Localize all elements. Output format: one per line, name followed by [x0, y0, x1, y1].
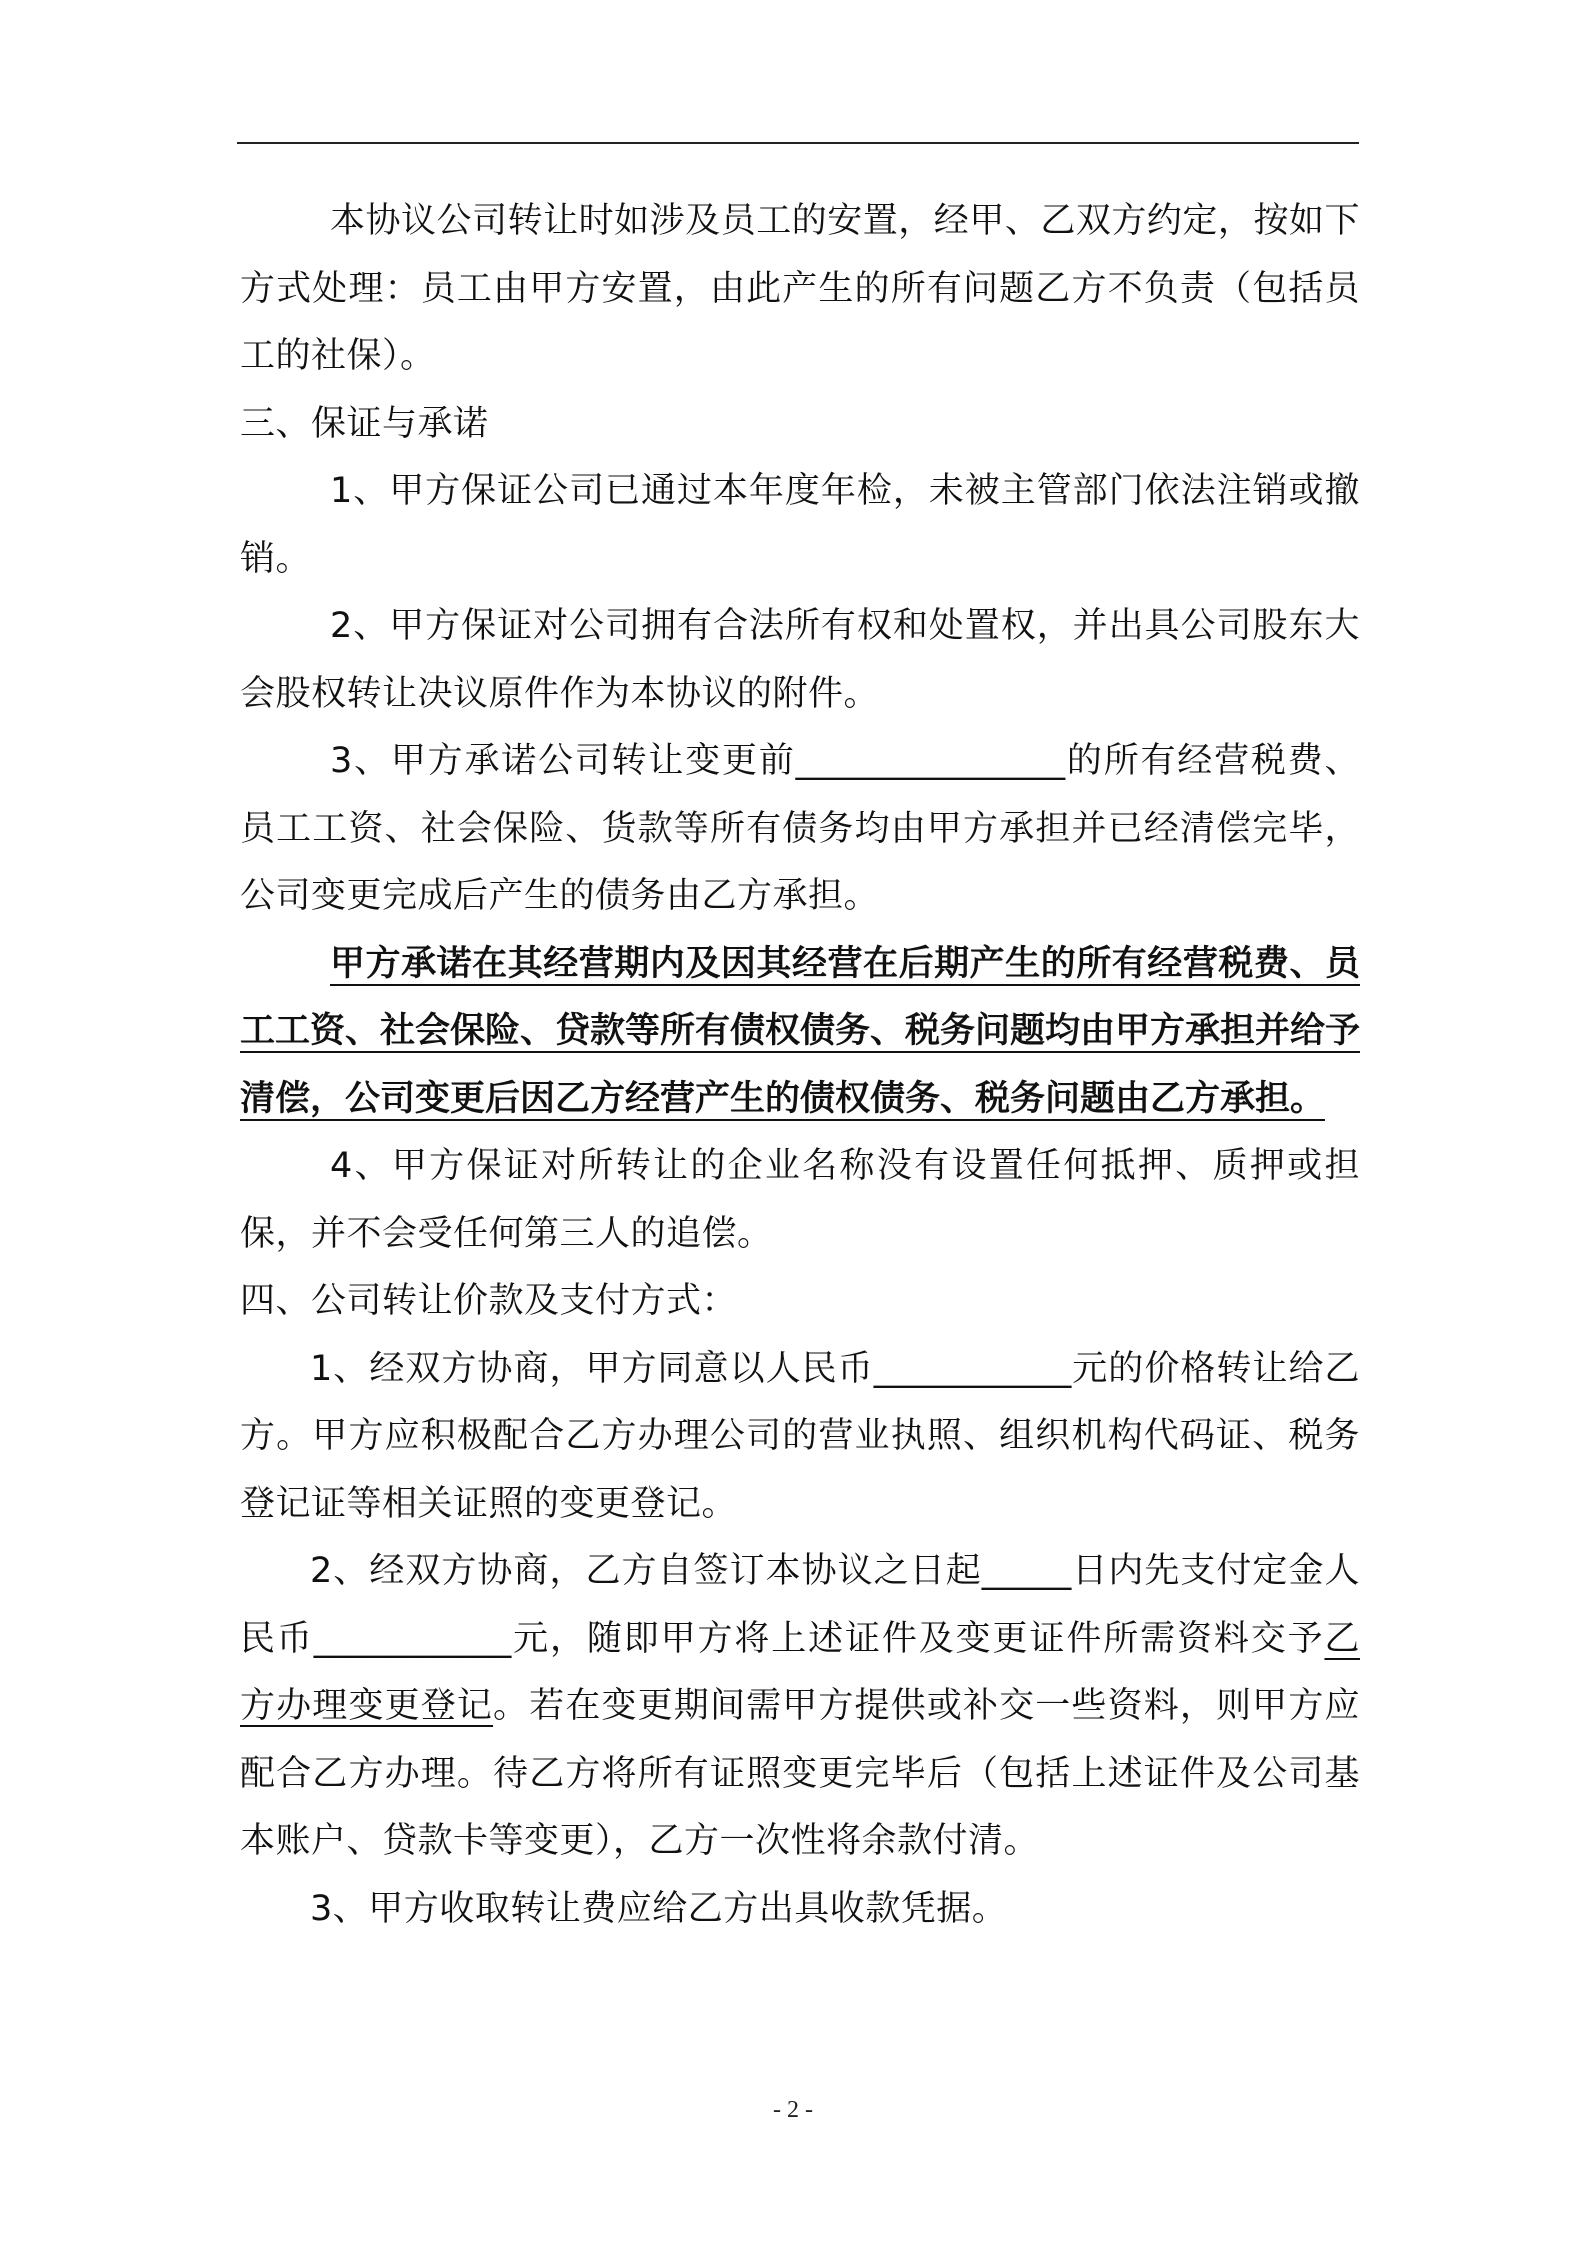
- clause-3-bold-text: 甲方承诺在其经营期内及因其经营在后期产生的所有经营税费、员工工资、社会保险、贷款等所有债权债务、税务问题均由甲方承担并给予清偿，公司变更后因乙方经营产生的债权债务、税务问题由乙方承担。: [240, 943, 1361, 1119]
- days-blank: _____: [981, 1551, 1072, 1591]
- clause-3-3: [240, 728, 1360, 931]
- clause-4-1: [240, 1336, 1360, 1539]
- clause-4-2-underlined-text: 乙方办理变更登记: [240, 1618, 1360, 1726]
- deposit-blank: ___________: [313, 1618, 512, 1659]
- price-blank: ___________: [873, 1348, 1072, 1389]
- clause-3-1: 1、甲方保证公司已通过本年度年检，未被主管部门依法注销或撤销。: [240, 471, 1360, 579]
- clause-4-2-text-a: 2、经双方协商，乙方自签订本协议之日起: [310, 1551, 982, 1591]
- clause-4-2-text-b: 日内先支付定金人民币: [240, 1551, 1360, 1659]
- page-number: - 2 -: [773, 2097, 813, 2123]
- clause-3-2: 2、甲方保证对公司拥有合法所有权和处置权，并出具公司股东大会股权转让决议原件作为本协议的附件。: [240, 606, 1360, 714]
- clause-4-1-text-b: 元的价格转让给乙方。甲方应积极配合乙方办理公司的营业执照、组织机构代码证、税务登记证等相关证照的变更登记。: [240, 1348, 1360, 1524]
- clause-3-bold-commitment: [240, 931, 1360, 1134]
- clause-4-3: 3、甲方收取转让费应给乙方出具收款凭据。: [310, 1888, 1008, 1929]
- clause-4-2-text-d: 。若在变更期间需甲方提供或补交一些资料，则甲方应配合乙方办理。待乙方将所有证照变更完毕后（包括上述证件及公司基本账户、贷款卡等变更），乙方一次性将余款付清。: [240, 1686, 1360, 1861]
- clause-4-2-text-c: 元，随即甲方将上述证件及变更证件所需资料交予: [511, 1618, 1325, 1659]
- date-blank: _______________: [795, 741, 1066, 781]
- section-heading-guarantees: 三、保证与承诺: [240, 403, 489, 444]
- section-heading-price-payment: 四、公司转让价款及支付方式：: [240, 1281, 738, 1321]
- header-rule: [237, 142, 1359, 144]
- paragraph-staff-placement: 本协议公司转让时如涉及员工的安置，经甲、乙双方约定，按如下方式处理：员工由甲方安置，由此产生的所有问题乙方不负责（包括员工的社保）。: [240, 201, 1360, 376]
- clause-3-4: 4、甲方保证对所转让的企业名称没有设置任何抵押、质押或担保，并不会受任何第三人的追偿。: [240, 1146, 1360, 1254]
- clause-3-3-text-a: 3、甲方承诺公司转让变更前: [330, 741, 796, 781]
- clause-3-3-text-b: 的所有经营税费、员工工资、社会保险、货款等所有债务均由甲方承担并已经清偿完毕，公司变更完成后产生的债务由乙方承担。: [240, 741, 1360, 916]
- clause-4-2: [240, 1538, 1360, 1876]
- clause-4-1-text-a: 1、经双方协商，甲方同意以人民币: [310, 1348, 874, 1389]
- document-body: [240, 188, 1360, 1943]
